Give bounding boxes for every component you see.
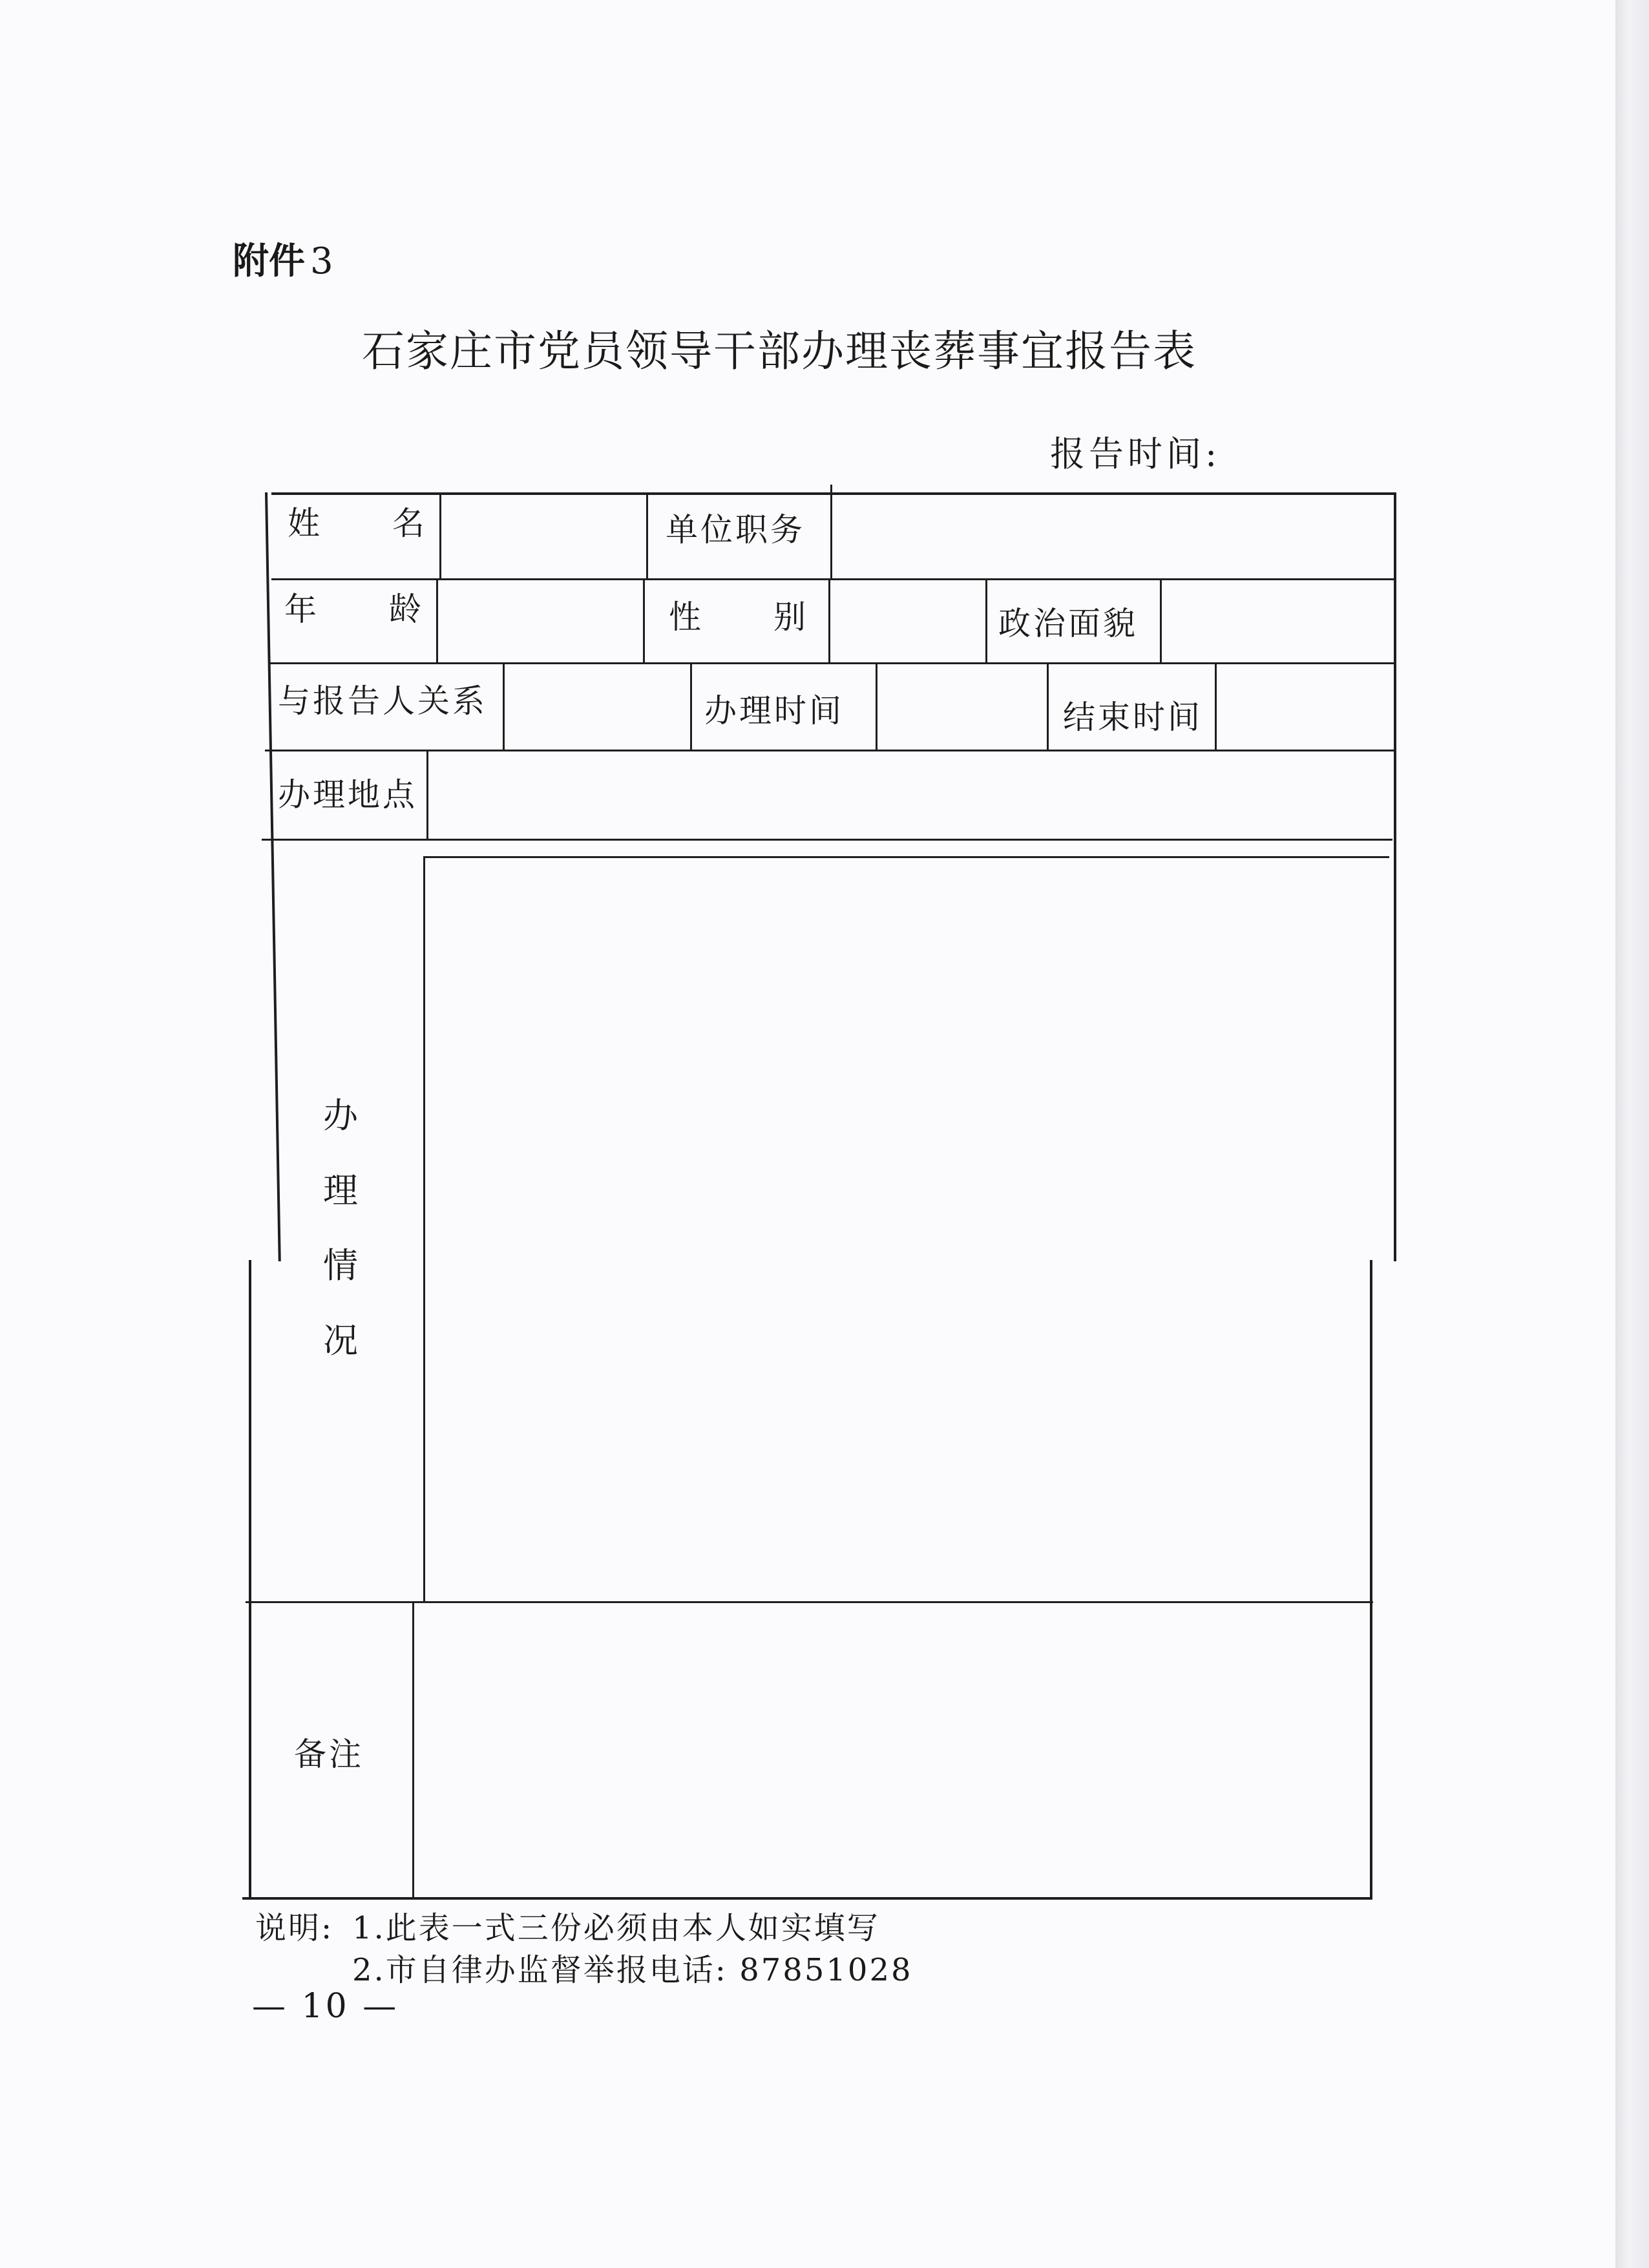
situation-char: 情 bbox=[323, 1245, 358, 1286]
table-col-line bbox=[1215, 664, 1217, 751]
page-number: — 10 — bbox=[252, 1987, 399, 2026]
table-col-line bbox=[439, 492, 441, 578]
relationship-label: 与报告人关系 bbox=[278, 682, 487, 720]
table-row-line bbox=[271, 578, 1396, 580]
table-col-line bbox=[503, 662, 505, 750]
location-label: 办理地点 bbox=[278, 776, 417, 814]
table-col-line bbox=[426, 750, 428, 840]
table-border-left bbox=[249, 1260, 251, 1900]
notes-prefix: 说明: bbox=[255, 1910, 334, 1946]
gender-label: 性 别 bbox=[669, 598, 808, 636]
table-row-line bbox=[265, 750, 1396, 751]
note-line-2: 2.市自律办监督举报电话: 87851028 bbox=[352, 1952, 913, 1988]
remarks-label: 备注 bbox=[294, 1736, 364, 1773]
table-col-line bbox=[985, 580, 987, 664]
situation-label bbox=[323, 1095, 358, 1361]
unit-position-label: 单位职务 bbox=[666, 511, 805, 549]
situation-char: 办 bbox=[323, 1095, 358, 1136]
paper-edge bbox=[1615, 0, 1649, 2268]
table-col-line bbox=[876, 662, 877, 750]
table-col-line bbox=[1160, 580, 1162, 664]
table-col-line bbox=[690, 662, 692, 750]
table-row-line bbox=[268, 662, 1396, 664]
table-col-line bbox=[423, 856, 425, 1602]
note-line-1: 1.此表一式三份必须由本人如实填写 bbox=[352, 1910, 880, 1946]
table-border-bottom bbox=[242, 1897, 1370, 1900]
attachment-label bbox=[233, 233, 333, 284]
situation-char: 况 bbox=[323, 1320, 358, 1361]
age-label: 年 龄 bbox=[284, 591, 424, 628]
table-row-line bbox=[246, 1601, 1373, 1603]
end-time-label: 结束时间 bbox=[1063, 698, 1203, 736]
political-status-label: 政治面貌 bbox=[998, 605, 1138, 642]
table-col-line bbox=[830, 485, 832, 578]
table-border-right bbox=[1370, 1260, 1372, 1900]
attachment-text: 附件 bbox=[233, 240, 305, 282]
table-col-line bbox=[1047, 664, 1049, 751]
table-border-right bbox=[1394, 492, 1396, 1261]
situation-char: 理 bbox=[323, 1170, 358, 1211]
attachment-number: 3 bbox=[310, 240, 333, 282]
table-col-line bbox=[436, 578, 438, 662]
table-row-line bbox=[262, 839, 1392, 841]
table-col-line bbox=[643, 578, 645, 662]
table-col-line bbox=[828, 578, 830, 662]
name-label: 姓 名 bbox=[288, 505, 427, 542]
handling-time-label: 办理时间 bbox=[704, 692, 844, 730]
table-col-line bbox=[646, 492, 648, 578]
table-col-line bbox=[412, 1601, 414, 1898]
table-inner-line bbox=[423, 856, 1389, 858]
report-time-label: 报告时间: bbox=[1050, 434, 1221, 474]
page-title: 石家庄市党员领导干部办理丧葬事宜报告表 bbox=[362, 326, 1197, 376]
